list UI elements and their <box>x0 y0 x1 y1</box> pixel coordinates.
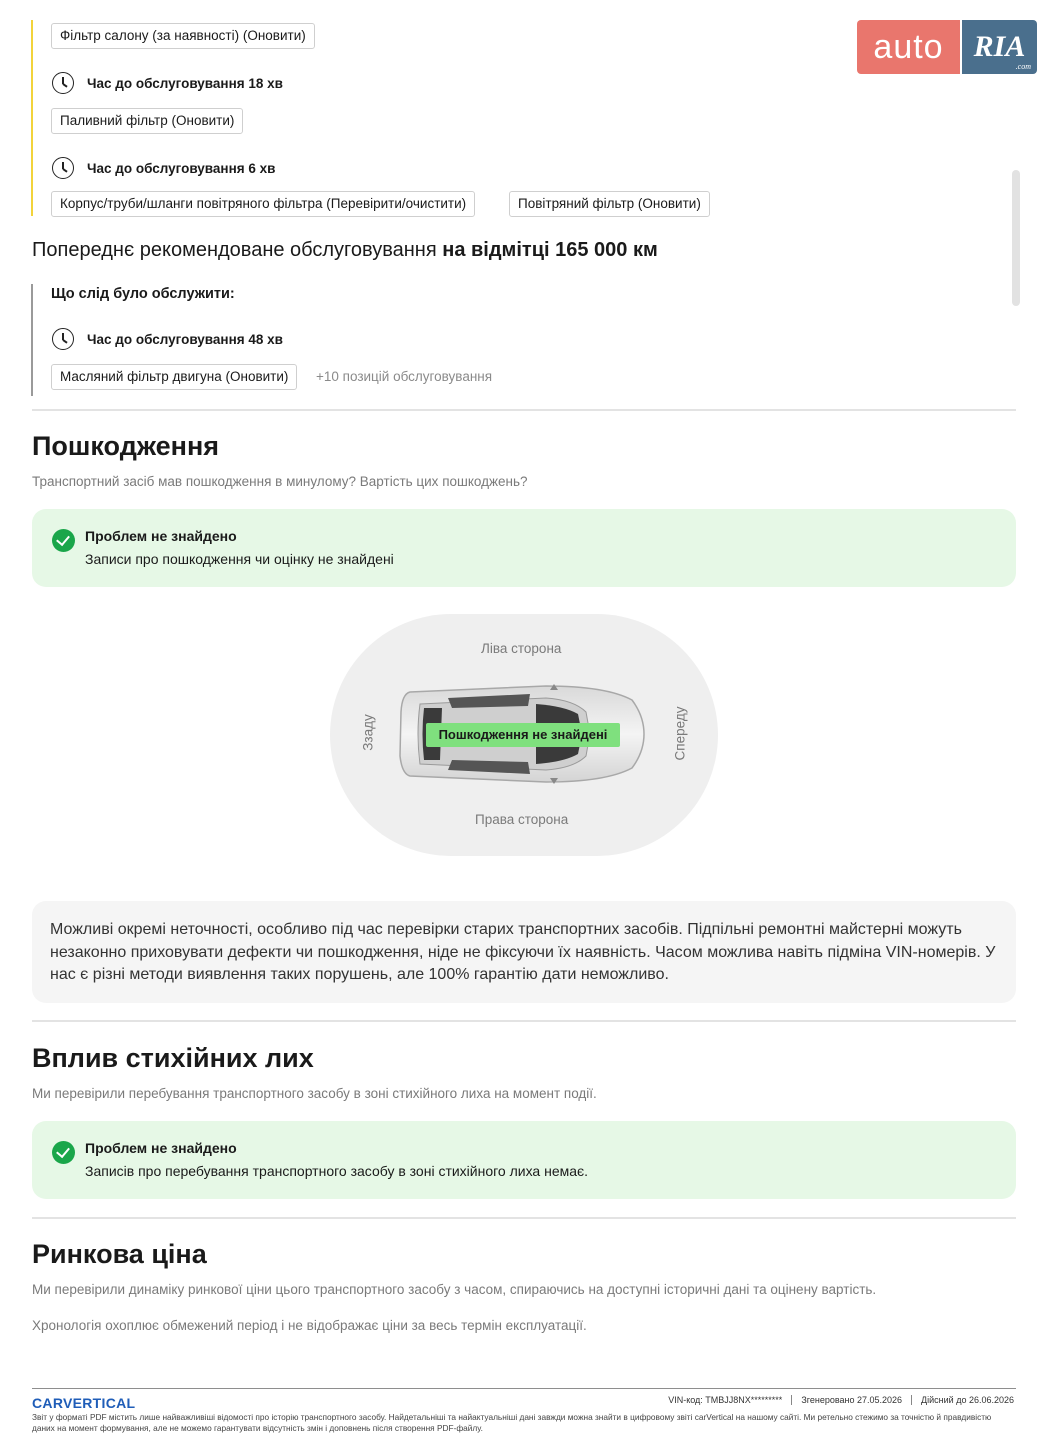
accuracy-note: Можливі окремі неточності, особливо під час перевірки старих транспортних засобів. Підпільні ремонтні майстерні можуть незаконно приховувати дефекти чи пошкодження, ніде не фіксуючи їх наявність. Часом можлива навіть підміна VIN-номерів. У нас є різні методи виявлення таких порушень, але 100% гарантію дати неможливо. <box>32 901 1016 1003</box>
chip-fuel-filter: Паливний фільтр (Оновити) <box>51 108 243 134</box>
market-title: Ринкова ціна <box>32 1239 207 1269</box>
divider <box>32 1020 1016 1022</box>
disaster-status-text: Записів про перебування транспортного засобу в зоні стихійного лиха немає. <box>85 1163 589 1179</box>
logo-com-text: .com <box>1015 62 1031 71</box>
damage-status-title: Проблем не знайдено <box>85 528 237 544</box>
timeline-previous <box>31 284 33 396</box>
footer-separator <box>791 1395 792 1405</box>
divider <box>32 409 1016 411</box>
time-label-18: Час до обслуговування 18 хв <box>87 75 283 91</box>
damage-description: Транспортний засіб мав пошкодження в минулому? Вартість цих пошкоджень? <box>32 474 528 489</box>
carvertical-logo: CARVERTICAL <box>32 1395 136 1411</box>
damage-status-text: Записи про пошкодження чи оцінку не знайдені <box>85 551 394 567</box>
footer-valid: Дійсний до 26.06.2026 <box>921 1395 1014 1405</box>
previous-title-prefix: Попереднє рекомендоване обслуговування <box>32 239 437 261</box>
autoria-logo[interactable] <box>857 20 1037 74</box>
disaster-status-title: Проблем не знайдено <box>85 1140 237 1156</box>
damage-status-box <box>32 509 1016 587</box>
no-damage-badge: Пошкодження не знайдені <box>426 723 620 747</box>
disaster-status-box <box>32 1121 1016 1199</box>
disaster-title: Вплив стихійних лих <box>32 1043 314 1073</box>
logo-ria-text <box>962 20 1037 74</box>
logo-ria-word: RIA <box>973 30 1026 63</box>
label-rear: Ззаду <box>360 714 376 751</box>
time-label-48: Час до обслуговування 48 хв <box>87 331 283 347</box>
damage-title: Пошкодження <box>32 431 220 461</box>
footer-vin: VIN-код: TMBJJ8NX********* <box>668 1395 783 1405</box>
clock-icon <box>52 328 74 350</box>
chip-air-filter: Повітряний фільтр (Оновити) <box>509 191 710 217</box>
label-right-side: Права сторона <box>475 812 569 827</box>
footer-separator <box>911 1395 912 1405</box>
label-front: Спереду <box>672 706 688 761</box>
label-left-side: Ліва сторона <box>481 641 562 656</box>
disaster-description: Ми перевірили перебування транспортного засобу в зоні стихійного лиха на момент події. <box>32 1086 597 1101</box>
previous-maintenance-title <box>32 239 658 262</box>
timeline-current <box>31 20 33 216</box>
previous-subheading: Що слід було обслужити: <box>51 286 235 302</box>
time-row-6 <box>52 156 275 180</box>
footer-generated: Згенеровано 27.05.2026 <box>801 1395 903 1405</box>
market-description: Ми перевірили динаміку ринкової ціни цього транспортного засобу з часом, спираючись на доступні історичні дані та оцінену вартість. <box>32 1282 877 1297</box>
time-row-48 <box>52 327 283 351</box>
footer-divider <box>32 1388 1016 1389</box>
previous-title-mileage: на відмітці 165 000 км <box>442 239 658 261</box>
scrollbar-thumb[interactable] <box>1012 170 1020 306</box>
time-row-18 <box>52 71 283 95</box>
check-circle-icon <box>52 1141 75 1164</box>
chip-cabin-filter: Фільтр салону (за наявності) (Оновити) <box>51 23 315 49</box>
chip-oil-filter: Масляний фільтр двигуна (Оновити) <box>51 364 297 390</box>
chip-air-housing: Корпус/труби/шланги повітряного фільтра (Перевірити/очистити) <box>51 191 475 217</box>
footer-disclaimer: Звіт у форматі PDF містить лише найважливіші відомості про історію транспортного засобу. Найдетальніші та найактуальніші дані завжди можна знайти в цифровому звіті carVertical на нашому сайті. Ми ретельно стежимо за точністю й правдивістю даних на момент формування, але не можемо гарантувати відсутність змін і доповнень після створення PDF-файлу. <box>32 1412 992 1433</box>
footer-meta <box>668 1395 1014 1405</box>
logo-auto-text: auto <box>857 20 960 74</box>
clock-icon <box>52 157 74 179</box>
more-items-link[interactable]: +10 позицій обслуговування <box>316 369 493 384</box>
time-label-6: Час до обслуговування 6 хв <box>87 160 276 176</box>
clock-icon <box>52 72 74 94</box>
market-description-2: Хронологія охоплює обмежений період і не відображає ціни за весь термін експлуатації. <box>32 1318 587 1333</box>
check-circle-icon <box>52 529 75 552</box>
divider <box>32 1217 1016 1219</box>
